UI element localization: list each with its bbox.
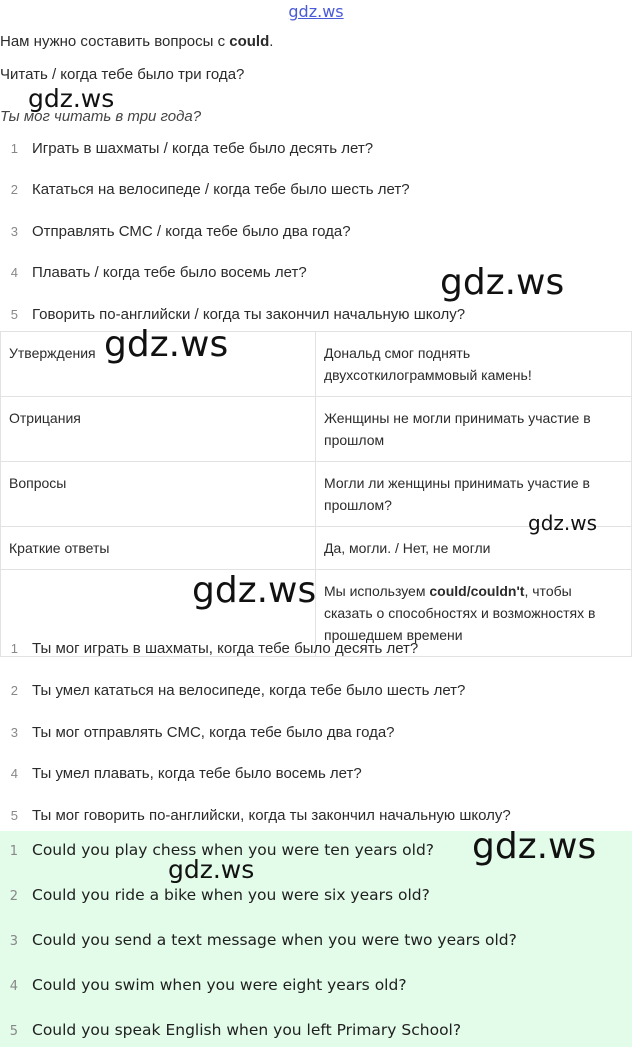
intro-bold-word: could — [229, 33, 270, 50]
list-item — [0, 306, 465, 328]
table-cell-value: Дональд смог поднять двухсоткилограммовый камень! — [316, 332, 632, 397]
item-number: 1 — [10, 641, 18, 656]
item-number: 2 — [10, 182, 18, 197]
item-number: 3 — [10, 725, 18, 740]
table-row — [1, 397, 632, 462]
item-text: Could you swim when you were eight years old? — [32, 976, 407, 994]
item-number: 4 — [9, 979, 18, 994]
table-cell-label: Отрицания — [1, 397, 316, 462]
item-text: Ты мог говорить по-английски, когда ты закончил начальную школу? — [32, 807, 511, 824]
intro-prefix: Нам нужно составить вопросы с — [0, 33, 230, 50]
intro-suffix: . — [269, 33, 274, 50]
list-item — [0, 640, 418, 662]
item-text: Говорить по-английски / когда ты закончил начальную школу? — [32, 306, 466, 323]
item-text: Ты умел плавать, когда тебе было восемь лет? — [32, 765, 362, 782]
item-number: 3 — [9, 934, 18, 949]
example-prompt: Читать / когда тебе было три года? — [0, 66, 245, 83]
item-number: 2 — [9, 889, 18, 904]
table-cell-value: Да, могли. / Нет, не могли — [316, 527, 632, 570]
item-number: 5 — [10, 808, 18, 823]
rule-suffix: , чтобы сказать о способностях и возможностях в прошедшем времени — [324, 583, 596, 643]
item-text: Отправлять СМС / когда тебе было два года? — [32, 223, 351, 240]
item-text: Играть в шахматы / когда тебе было десять лет? — [32, 140, 374, 157]
table-cell-value: Могли ли женщины принимать участие в прошлом? — [316, 462, 632, 527]
watermark: gdz.ws — [528, 511, 598, 535]
example-answer: Ты мог читать в три года? — [0, 108, 202, 125]
table-cell-label: Вопросы — [1, 462, 316, 527]
intro-text — [0, 33, 273, 50]
item-number: 3 — [10, 224, 18, 239]
list-item — [0, 181, 410, 203]
list-item — [0, 807, 511, 829]
watermark: gdz.ws — [472, 826, 597, 867]
list-item — [0, 931, 517, 953]
table-cell-value: Женщины не могли принимать участие в прошлом — [316, 397, 632, 462]
item-number: 1 — [9, 844, 18, 859]
list-item — [0, 140, 373, 162]
list-item — [0, 223, 351, 245]
watermark: gdz.ws — [28, 84, 115, 113]
list-item — [0, 1021, 461, 1043]
item-text: Could you play chess when you were ten years old? — [32, 841, 435, 859]
item-text: Плавать / когда тебе было восемь лет? — [32, 264, 307, 281]
list-item — [0, 724, 395, 746]
watermark: gdz.ws — [192, 570, 317, 611]
watermark-top-link[interactable]: gdz.ws — [288, 2, 344, 21]
item-text: Could you send a text message when you were two years old? — [32, 931, 517, 949]
table-row — [1, 332, 632, 397]
rule-prefix: Мы используем — [324, 583, 430, 599]
watermark: gdz.ws — [440, 262, 565, 303]
list-item — [0, 976, 407, 998]
item-text: Кататься на велосипеде / когда тебе было шесть лет? — [32, 181, 410, 198]
item-number: 2 — [10, 683, 18, 698]
item-number: 4 — [10, 766, 18, 781]
list-item — [0, 264, 307, 286]
item-text: Ты умел кататься на велосипеде, когда тебе было шесть лет? — [32, 682, 466, 699]
watermark: gdz.ws — [104, 324, 229, 365]
watermark: gdz.ws — [168, 855, 255, 884]
table-cell-label: Краткие ответы — [1, 527, 316, 570]
list-item — [0, 682, 465, 704]
list-item — [0, 886, 430, 908]
item-number: 4 — [10, 265, 18, 280]
item-number: 1 — [10, 141, 18, 156]
item-text: Could you speak English when you left Primary School? — [32, 1021, 462, 1039]
item-text: Could you ride a bike when you were six years old? — [32, 886, 430, 904]
rule-bold: could/couldn't — [429, 583, 525, 599]
list-item — [0, 765, 362, 787]
item-text: Ты мог играть в шахматы, когда тебе было десять лет? — [32, 640, 419, 657]
table-cell-label: Утверждения — [1, 332, 316, 397]
item-number: 5 — [10, 307, 18, 322]
item-number: 5 — [9, 1024, 18, 1039]
item-text: Ты мог отправлять СМС, когда тебе было два года? — [32, 724, 395, 741]
